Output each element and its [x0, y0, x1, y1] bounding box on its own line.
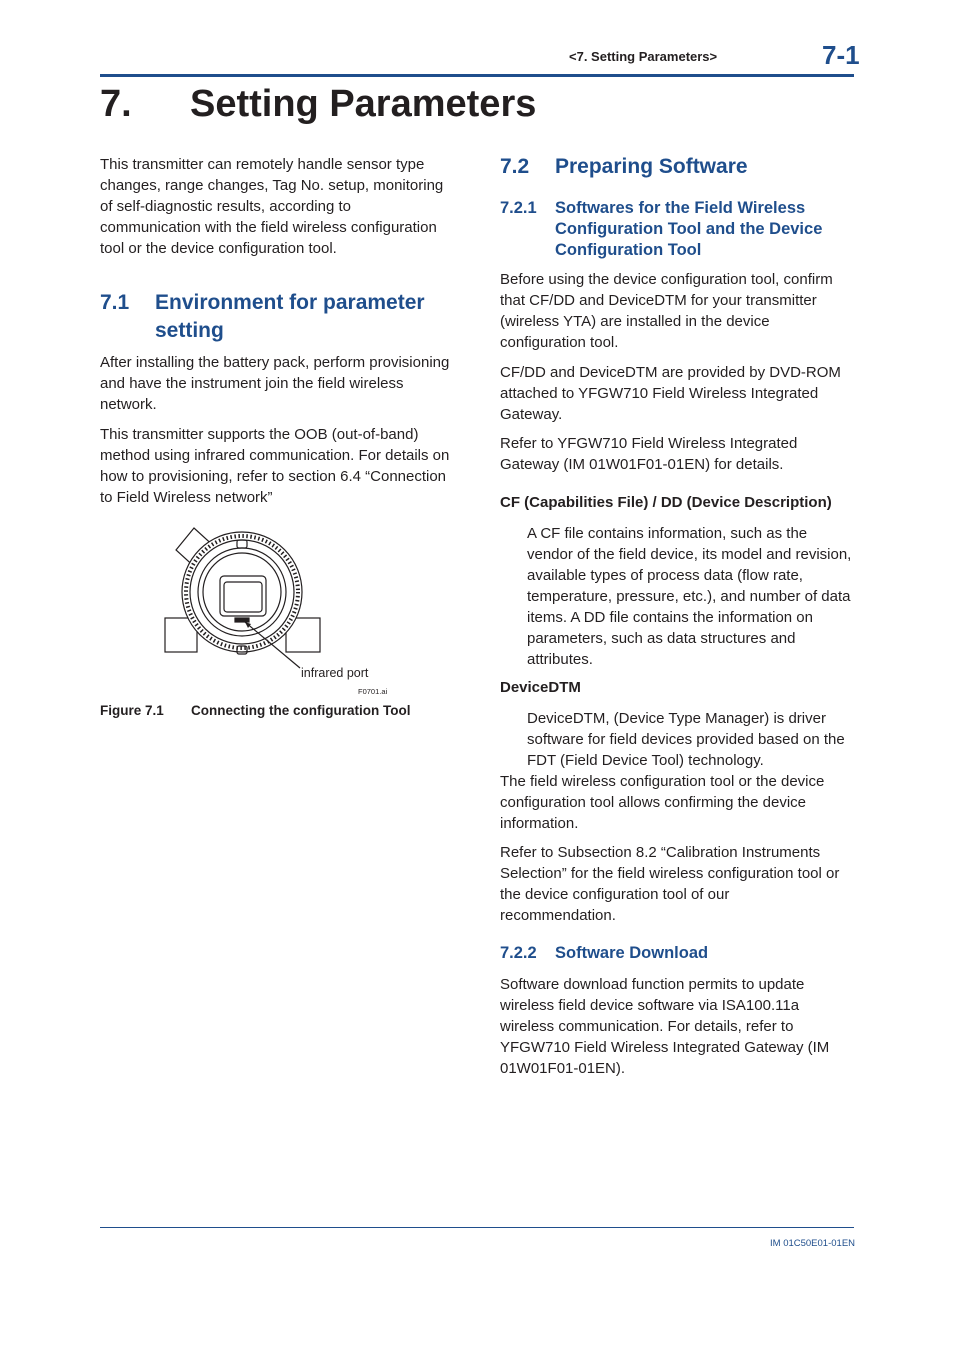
devicedtm-text: DeviceDTM, (Device Type Manager) is driver software for field devices provided based on the FDT (Field Device Tool) technology.	[527, 710, 845, 769]
section-7-2-title: Preparing Software	[555, 155, 748, 178]
devicedtm-heading: DeviceDTM	[500, 679, 581, 696]
section-7-2-number: 7.2	[500, 155, 530, 178]
cf-dd-heading: CF (Capabilities File) / DD (Device Description)	[500, 494, 832, 511]
s721-paragraph-2: CF/DD and DeviceDTM are provided by DVD-ROM attached to YFGW710 Field Wireless Integrated Gateway.	[500, 364, 841, 423]
s721-paragraph-5: Refer to Subsection 8.2 “Calibration Instruments Selection” for the field wireless configuration tool or the device configuration tool of our recommendation.	[500, 844, 840, 924]
section-7-1-title	[155, 289, 455, 345]
section-7-2-2-title: Software Download	[555, 944, 709, 962]
footer-rule	[100, 1227, 854, 1228]
s722-paragraph: Software download function permits to update wireless field device software via ISA100.11a wireless communication. For details, refer to YFGW710 Field Wireless Integrated Gateway (IM 01W01F01-01EN).	[500, 976, 830, 1077]
cf-dd-text: A CF file contains information, such as the vendor of the field device, its model and revision, available types of process data (flow rate, temperature, pressure, etc.), and number of data items. A DD file contains the information on parameters, such as data structures and attributes.	[527, 525, 852, 668]
running-title: <7. Setting Parameters>	[569, 49, 718, 64]
page-number: 7-1	[822, 40, 860, 70]
s71-paragraph-1: After installing the battery pack, perform provisioning and have the instrument join the field wireless network.	[100, 354, 450, 413]
section-7-2-2-number: 7.2.2	[500, 944, 537, 962]
section-7-1-number: 7.1	[100, 291, 130, 314]
section-7-1-title-line1: Environment for parameter	[155, 291, 425, 314]
infrared-port-callout: infrared port	[301, 666, 369, 680]
section-7-2-1-number: 7.2.1	[500, 199, 537, 217]
chapter-number: 7.	[100, 83, 132, 125]
s721-paragraph-1: Before using the device configuration tool, confirm that CF/DD and DeviceDTM for your transmitter (wireless YTA) are installed in the device configuration tool.	[500, 271, 833, 351]
chapter-title: Setting Parameters	[190, 83, 537, 125]
section-7-1-title-line2: setting	[155, 319, 224, 342]
s71-paragraph-2: This transmitter supports the OOB (out-of-band) method using infrared communication. For details on how to provisioning, refer to section 6.4 “Connection to Field Wireless network”	[100, 426, 450, 506]
figure-file-id: F0701.ai	[358, 687, 388, 696]
s721-paragraph-3: Refer to YFGW710 Field Wireless Integrated Gateway (IM 01W01F01-01EN) for details.	[500, 435, 798, 473]
document-id: IM 01C50E01-01EN	[770, 1238, 856, 1249]
intro-paragraph: This transmitter can remotely handle sensor type changes, range changes, Tag No. setup, monitoring of self-diagnostic results, according to communication with the field wireless configuration tool or the device configuration tool.	[100, 156, 444, 257]
figure-label: Figure 7.1	[100, 703, 164, 718]
header-rule	[100, 74, 854, 77]
figure-caption: Connecting the configuration Tool	[191, 703, 411, 718]
s721-paragraph-4: The field wireless configuration tool or the device configuration tool allows confirming the device information.	[500, 773, 825, 832]
section-7-2-1-title: Softwares for the Field Wireless Configuration Tool and the Device Configuration Tool	[555, 199, 823, 259]
